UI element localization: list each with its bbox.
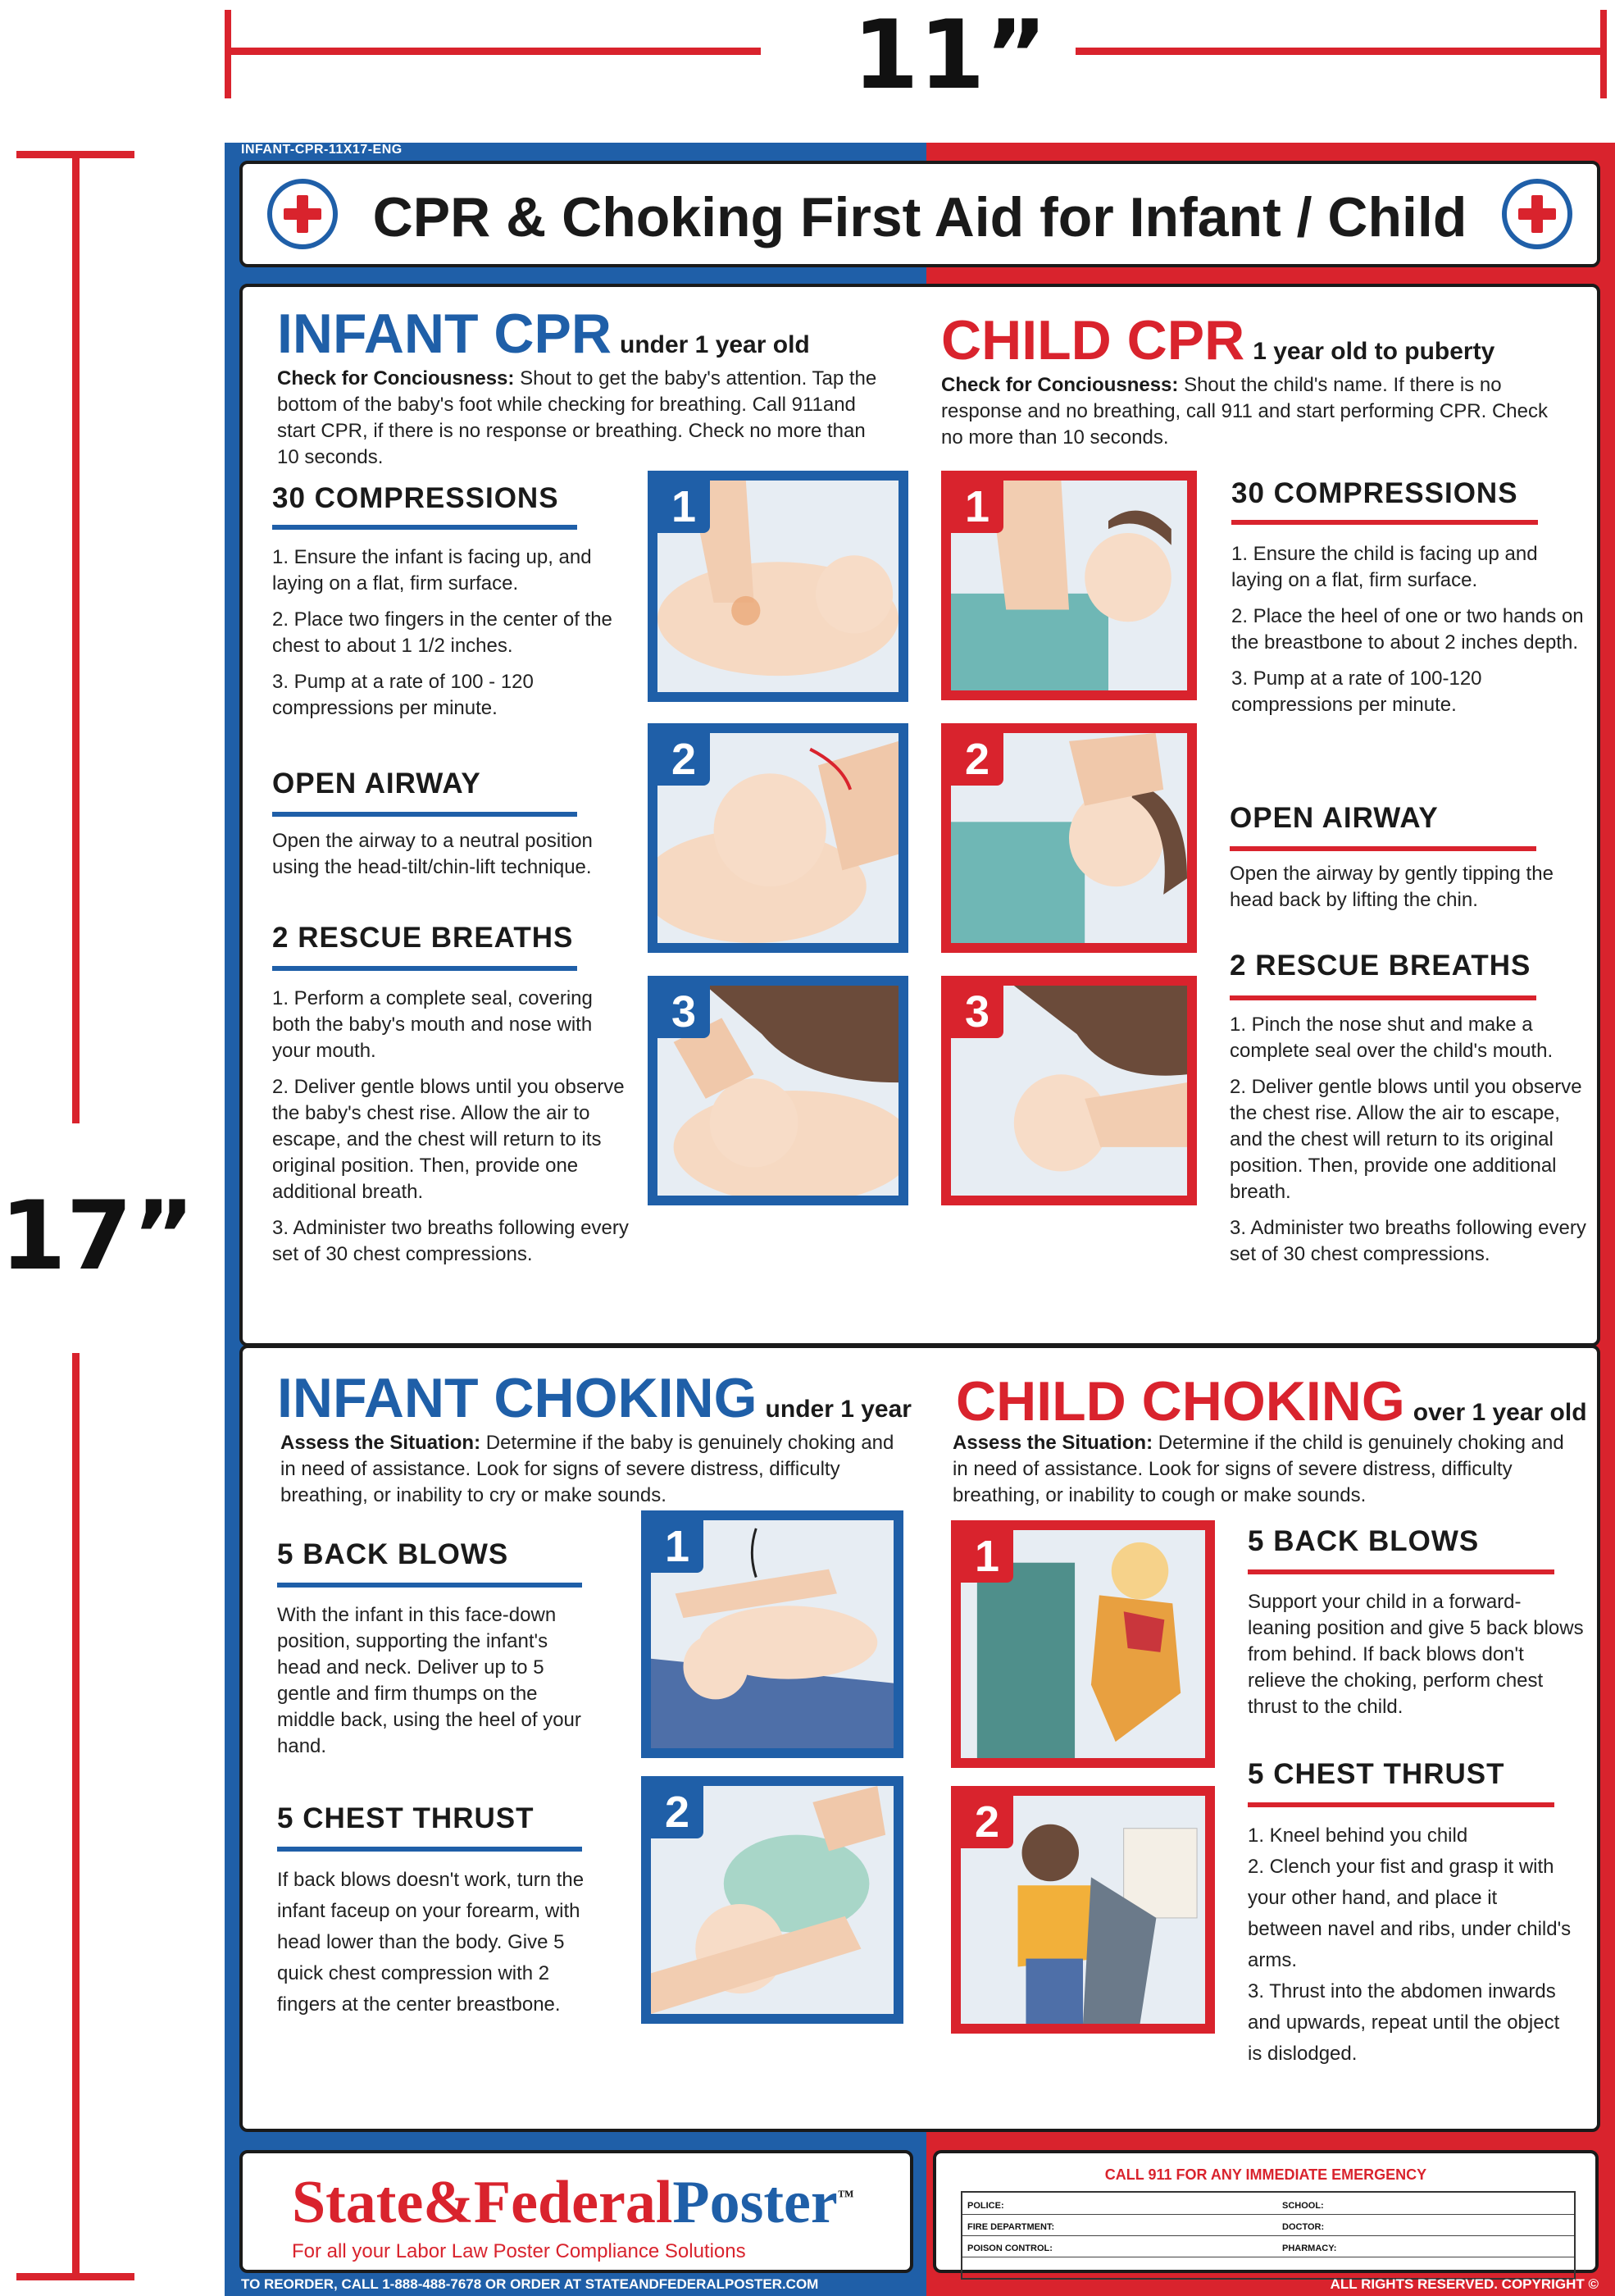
step-number: 3: [951, 986, 1003, 1038]
step-number: 1: [951, 481, 1003, 533]
height-line-top: [72, 151, 80, 1123]
divider: [1248, 1569, 1554, 1574]
child-cpr-title: CHILD CPR: [941, 309, 1245, 371]
infant-compressions-title: 30 COMPRESSIONS: [272, 482, 559, 514]
infant-airway-text: Open the airway to a neutral position using the head-tilt/chin-lift technique.: [272, 830, 593, 878]
list-item: 1. Perform a complete seal, covering both the baby's mouth and nose with your mouth.: [272, 987, 593, 1062]
child-breaths-list: [1230, 1012, 1590, 1278]
child-cpr-intro: [941, 372, 1564, 451]
divider: [962, 2235, 1574, 2236]
divider: [272, 525, 577, 530]
intro-text: Shout the child's name. If there is no response and no breathing, call 911 and start performing CPR. Check no more than 10 seconds.: [941, 374, 1548, 449]
infant-back-blows-text: With the infant in this face-down position, supporting the infant's head and neck. Deliver up to 5 gentle and firm thumps on the middle back, using the heel of your hand.: [277, 1604, 581, 1757]
step-number: 1: [657, 481, 710, 533]
width-line-right-cap: [1600, 10, 1607, 98]
poster-code: INFANT-CPR-11X17-ENG: [241, 143, 403, 157]
child-back-blows-text: Support your child in a forward-leaning position and give 5 back blows from behind. If back blows don't relieve the choking, perform chest thrust to the child.: [1248, 1591, 1584, 1718]
list-item: 3. Thrust into the abdomen inwards and upwards, repeat until the object is dislodged.: [1248, 1980, 1560, 2065]
infant-choking-heading: [277, 1366, 912, 1430]
infant-chest-thrust-title: 5 CHEST THRUST: [277, 1802, 535, 1834]
red-cross-icon: [1502, 179, 1572, 249]
child-choking-illustration-1: [951, 1520, 1215, 1768]
footer-copyright: ALL RIGHTS RESERVED. COPYRIGHT ©: [1330, 2276, 1599, 2292]
footer-reorder: TO REORDER, CALL 1-888-488-7678 OR ORDER AT STATEANDFEDERALPOSTER.COM: [241, 2276, 819, 2292]
intro-label: Assess the Situation:: [280, 1432, 481, 1454]
emergency-panel: [933, 2150, 1599, 2273]
child-airway-text: Open the airway by gently tipping the head back by lifting the chin.: [1230, 863, 1554, 911]
child-chest-thrust-list: [1248, 1820, 1576, 2070]
step-number: 2: [651, 1786, 703, 1838]
logo-part-2: Poster: [672, 2169, 838, 2236]
infant-back-blows-title: 5 BACK BLOWS: [277, 1538, 509, 1570]
divider: [277, 1583, 582, 1588]
infant-choking-illustration-2: [641, 1776, 903, 2024]
list-item: 1. Pinch the nose shut and make a complete seal over the child's mouth.: [1230, 1014, 1554, 1062]
list-item: 3. Administer two breaths following every set of 30 chest compressions.: [272, 1217, 629, 1265]
child-compressions-title: 30 COMPRESSIONS: [1231, 477, 1518, 509]
logo: [292, 2168, 854, 2238]
cpr-panel: [239, 284, 1600, 1346]
infant-cpr-illustration-3: [648, 976, 908, 1205]
list-item: 1. Ensure the infant is facing up, and laying on a flat, firm surface.: [272, 546, 592, 594]
fire-department-field[interactable]: FIRE DEPARTMENT:: [967, 2222, 1055, 2232]
list-item: 3. Pump at a rate of 100-120 compressions per minute.: [1231, 667, 1482, 716]
child-choking-illustration-2: [951, 1786, 1215, 2034]
infant-choking-title: INFANT CHOKING: [277, 1367, 757, 1429]
intro-text: Determine if the baby is genuinely choking and in need of assistance. Look for signs of severe distress, difficulty breathing, or inability to cry or make sounds.: [280, 1432, 894, 1506]
infant-cpr-age: under 1 year old: [620, 331, 810, 358]
list-item: 2. Place the heel of one or two hands on the breastbone to about 2 inches depth.: [1231, 605, 1584, 654]
step-number: 3: [657, 986, 710, 1038]
poison-control-field[interactable]: POISON CONTROL:: [967, 2244, 1053, 2253]
police-field[interactable]: POLICE:: [967, 2201, 1004, 2211]
child-cpr-illustration-1: [941, 471, 1197, 700]
infant-chest-thrust-text: If back blows doesn't work, turn the infant faceup on your forearm, with head lower than the body. Give 5 quick chest compression with 2 fingers at the center breastbone.: [277, 1869, 585, 2016]
child-back-blows-title: 5 BACK BLOWS: [1248, 1525, 1480, 1557]
height-line-bottom-cap: [16, 2273, 134, 2280]
divider: [1231, 520, 1538, 525]
step-number: 2: [951, 733, 1003, 786]
child-choking-heading: [956, 1369, 1587, 1433]
list-item: 1. Ensure the child is facing up and laying on a flat, firm surface.: [1231, 543, 1538, 591]
list-item: 2. Deliver gentle blows until you observe the chest rise. Allow the air to escape, and the chest will return to its original position. Then, provide one additional breath.: [1230, 1076, 1582, 1203]
infant-cpr-illustration-2: [648, 723, 908, 953]
step-number: 2: [961, 1796, 1013, 1848]
divider: [962, 2214, 1574, 2215]
infant-choking-intro: [280, 1430, 903, 1509]
child-choking-title: CHILD CHOKING: [956, 1370, 1405, 1433]
child-choking-intro: [953, 1430, 1576, 1509]
infant-breaths-list: [272, 986, 633, 1278]
child-cpr-heading: [941, 308, 1494, 372]
child-breaths-title: 2 RESCUE BREATHS: [1230, 950, 1531, 982]
step-number: 2: [657, 733, 710, 786]
emergency-title: CALL 911 FOR ANY IMMEDIATE EMERGENCY: [1104, 2166, 1427, 2183]
list-item: 3. Administer two breaths following every set of 30 chest compressions.: [1230, 1217, 1586, 1265]
child-cpr-age: 1 year old to puberty: [1253, 338, 1495, 365]
child-compressions-list: [1231, 541, 1584, 728]
intro-label: Check for Conciousness:: [941, 374, 1179, 396]
infant-cpr-title: INFANT CPR: [277, 303, 612, 365]
infant-cpr-heading: [277, 302, 810, 366]
infant-choking-age: under 1 year: [765, 1396, 912, 1423]
infant-breaths-title: 2 RESCUE BREATHS: [272, 922, 574, 954]
divider: [1230, 846, 1536, 851]
divider: [272, 812, 577, 817]
list-item: 2. Clench your fist and grasp it with your other hand, and place it between navel and ribs, under child's arms.: [1248, 1856, 1572, 1971]
pharmacy-field[interactable]: PHARMACY:: [1282, 2244, 1337, 2253]
list-item: 3. Pump at a rate of 100 - 120 compressions per minute.: [272, 671, 534, 719]
child-choking-age: over 1 year old: [1413, 1399, 1587, 1426]
width-line-right: [1076, 48, 1607, 55]
poster: [225, 143, 1615, 2296]
child-cpr-illustration-2: [941, 723, 1197, 953]
intro-label: Assess the Situation:: [953, 1432, 1153, 1454]
list-item: 1. Kneel behind you child: [1248, 1824, 1468, 1847]
list-item: 2. Deliver gentle blows until you observe the baby's chest rise. Allow the air to escape, and the chest will return to its original position. Then, provide one additional breath.: [272, 1076, 625, 1203]
width-line-left: [225, 48, 761, 55]
divider: [1230, 995, 1536, 1000]
logo-tagline: For all your Labor Law Poster Compliance Solutions: [292, 2240, 746, 2262]
child-airway-title: OPEN AIRWAY: [1230, 802, 1439, 834]
logo-panel: [239, 2150, 913, 2273]
doctor-field[interactable]: DOCTOR:: [1282, 2222, 1325, 2232]
intro-text: Shout to get the baby's attention. Tap the bottom of the baby's foot while checking for breathing. Call 911and start CPR, if there is no response or breathing. Check no more than 10 seconds.: [277, 367, 877, 468]
title-panel: [239, 161, 1600, 267]
divider: [1248, 1802, 1554, 1807]
page-title: CPR & Choking First Aid for Infant / Child: [372, 186, 1467, 248]
list-item: 2. Place two fingers in the center of the chest to about 1 1/2 inches.: [272, 608, 612, 657]
infant-cpr-illustration-1: [648, 471, 908, 702]
intro-text: Determine if the child is genuinely choking and in need of assistance. Look for signs of severe distress, difficulty breathing, or inability to cough or make sounds.: [953, 1432, 1564, 1506]
child-cpr-illustration-3: [941, 976, 1197, 1205]
logo-part-1: State&Federal: [292, 2169, 673, 2236]
height-label: 17”: [0, 1181, 195, 1292]
height-line-bottom: [72, 1353, 80, 2280]
width-label: 11”: [853, 0, 1048, 111]
infant-compressions-list: [272, 544, 633, 731]
choking-panel: [239, 1345, 1600, 2132]
child-chest-thrust-title: 5 CHEST THRUST: [1248, 1758, 1505, 1790]
step-number: 1: [651, 1520, 703, 1573]
logo-trademark: ™: [837, 2187, 854, 2206]
intro-label: Check for Conciousness:: [277, 367, 515, 390]
divider: [272, 966, 577, 971]
divider: [277, 1847, 582, 1852]
school-field[interactable]: SCHOOL:: [1282, 2201, 1324, 2211]
infant-airway-title: OPEN AIRWAY: [272, 768, 481, 800]
infant-cpr-intro: [277, 366, 884, 471]
step-number: 1: [961, 1530, 1013, 1583]
infant-choking-illustration-1: [641, 1510, 903, 1758]
emergency-contacts-table: [961, 2191, 1576, 2280]
